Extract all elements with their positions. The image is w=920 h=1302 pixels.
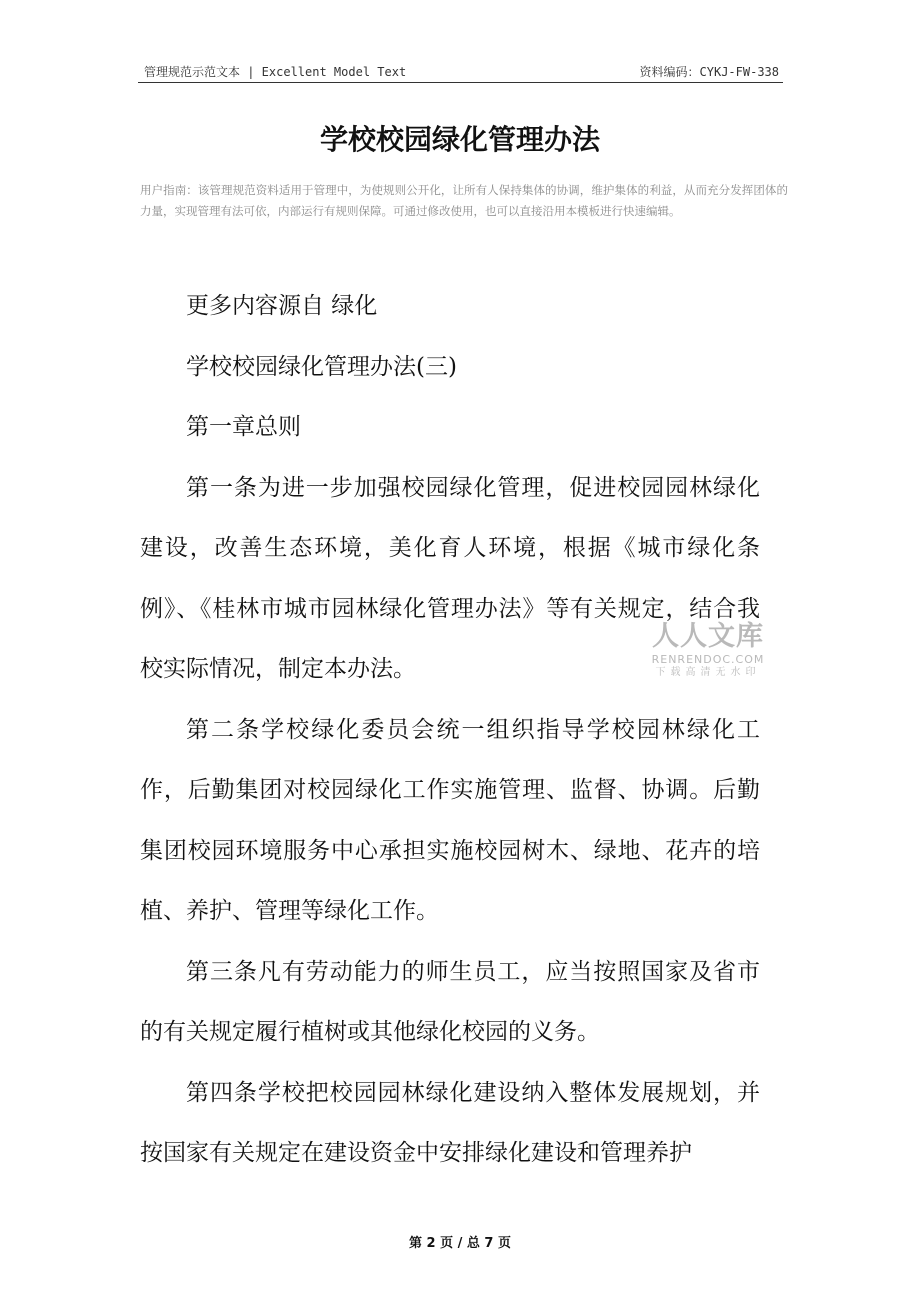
page-header — [138, 60, 783, 83]
header-doc-code: 资料编码：CYKJ-FW-338 — [639, 65, 779, 79]
watermark-main-text: 人人文库 — [652, 621, 764, 652]
paragraph-subtitle: 学校校园绿化管理办法(三) — [186, 353, 457, 380]
page-number-footer: 第 2 页 / 总 7 页 — [409, 1236, 511, 1251]
document-body — [140, 276, 760, 1184]
document-title: 学校校园绿化管理办法 — [319, 123, 600, 156]
watermark-sub-text: 下载高清无水印 — [655, 667, 761, 678]
paragraph-chapter-heading: 第一章总则 — [186, 414, 301, 440]
paragraph-article-2: 第二条学校绿化委员会统一组织指导学校园林绿化工作，后勤集团对校园绿化工作实施管理、监督、协调。后勤集团校园环境服务中心承担实施校园树木、绿地、花卉的培植、养护、管理等绿化工作。 — [140, 716, 760, 924]
watermark-domain-text: RENRENDOC.COM — [651, 653, 765, 666]
watermark-logo — [642, 621, 774, 680]
paragraph-article-1: 第一条为进一步加强校园绿化管理，促进校园园林绿化建设，改善生态环境，美化育人环境，根据《城市绿化条例》、《桂林市城市园林绿化管理办法》等有关规定，结合我校实际情况，制定本办法。 — [140, 474, 760, 682]
paragraph-article-4: 第四条学校把校园园林绿化建设纳入整体发展规划，并按国家有关规定在建设资金中安排绿化建设和管理养护 — [140, 1079, 760, 1166]
header-doc-type: 管理规范示范文本 | Excellent Model Text — [144, 65, 407, 79]
paragraph-article-3: 第三条凡有劳动能力的师生员工，应当按照国家及省市的有关规定履行植树或其他绿化校园的义务。 — [140, 958, 760, 1045]
paragraph-source: 更多内容源自 绿化 — [186, 293, 378, 319]
user-guide-text: 用户指南：该管理规范资料适用于管理中，为使规则公开化，让所有人保持集体的协调，维护集体的利益，从而充分发挥团体的力量，实现管理有法可依，内部运行有规则保障。可通过修改使用，也可以直接沿用本模板进行快速编辑。 — [140, 183, 788, 218]
